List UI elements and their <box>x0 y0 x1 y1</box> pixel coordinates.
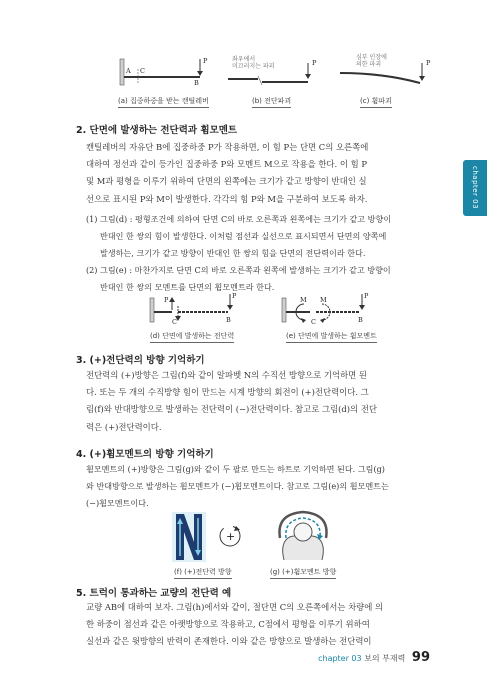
section-2-heading: 2. 단면에 발생하는 전단력과 휨모멘트 <box>76 125 238 136</box>
figure-f-caption: (f) (+)전단력 방향 <box>174 567 232 579</box>
section-3-line: 림(f)와 반대방향으로 발생하는 전단력이 (−)전단력이다. 참고로 그림(d)의 전단 <box>86 404 377 415</box>
section-4-line: (−)휨모멘트이다. <box>86 498 149 509</box>
figure-g-drawing <box>272 508 334 564</box>
section-3-line: 전단력의 (+)방향은 그림(f)와 같이 알파벳 N의 수직선 방향으로 기억하면 된 <box>86 370 367 380</box>
figure-c-note-2: 의한 파괴 <box>356 61 382 68</box>
figure-c-label-p: P <box>426 59 431 67</box>
section-2-line: 캔틸레버의 자유단 B에 집중하중 P가 작용하면, 이 힘 P는 단면 C의 오른쪽에 <box>86 142 369 152</box>
figure-e-bending-moment <box>282 292 377 326</box>
item-1-line: (1) 그림(d) : 평형조건에 의하여 단면 C의 바로 오른쪽과 왼쪽에는 크기가 같고 방향이 <box>86 214 392 224</box>
figure-d-shear-force <box>150 292 245 326</box>
figure-e-label-b: B <box>358 316 363 324</box>
section-4-line: 휨모멘트의 (+)방향은 그림(g)와 같이 두 팔로 만드는 하트로 기억하면 된다. 그림(g) <box>86 464 385 474</box>
section-2-item-2 <box>86 262 438 296</box>
section-4-line: 와 반대방향으로 발생하는 휨모멘트가 (−)휨모멘트이다. 참고로 그림(e)의 휨모멘트는 <box>86 481 389 492</box>
item-2-line: (2) 그림(e) : 마찬가지로 단면 C의 바로 오른쪽과 왼쪽에 발생하는 크기가 같고 방향이 <box>86 265 391 275</box>
item-1-line: 반대인 한 쌍의 힘이 발생한다. 이처럼 점선과 실선으로 표시되면서 단면의 양쪽에 <box>100 231 387 242</box>
item-1-line: 발생하는, 크기가 같고 방향이 반대인 한 쌍의 힘을 단면의 전단력이라 한다. <box>100 248 366 259</box>
figure-f-drawing <box>172 512 252 562</box>
figure-d-label-c: C <box>172 318 177 326</box>
figure-c-caption: (c) 휨파괴 <box>360 96 392 108</box>
figure-e-caption: (e) 단면에 발생하는 휨모멘트 <box>286 331 377 343</box>
figure-e-label-c: C <box>311 318 316 326</box>
figure-a-drawing <box>118 55 218 90</box>
page-number: 99 <box>411 650 430 665</box>
figure-d-label-b: B <box>226 316 231 324</box>
section-5-line: 실선과 같은 윗방향의 반력이 존재한다. 이와 같은 방향으로 발생하는 전단력이 <box>86 636 372 647</box>
section-2-item-1 <box>86 211 438 263</box>
figure-a-caption: (a) 집중하중을 받는 캔틸레버 <box>118 96 209 108</box>
figure-f-positive-shear <box>172 512 252 562</box>
figure-e-label-p: P <box>364 292 369 300</box>
label-c: C <box>140 67 145 75</box>
section-5-heading: 5. 트럭이 통과하는 교량의 전단력 예 <box>76 588 232 599</box>
figure-b-note-2: 미끄러지는 파괴 <box>232 63 275 70</box>
figure-b-note-1: 좌우에서 <box>232 56 256 63</box>
figure-e-label-m2: M <box>320 296 327 304</box>
figure-c-drawing <box>338 55 433 90</box>
label-p: P <box>203 57 208 65</box>
item-2-line: 반대인 한 쌍의 모멘트를 단면의 휨모멘트라 한다. <box>100 282 275 293</box>
section-4-heading: 4. (+)휨모멘트의 방향 기억하기 <box>76 449 214 460</box>
section-2-body <box>86 139 438 208</box>
section-3-line: 다. 또는 두 개의 수직방향 힘이 만드는 시계 방향의 회전이 (+)전단력이다. 그 <box>86 387 369 398</box>
figure-b-label-p: P <box>312 59 317 67</box>
figure-d-label-p: P <box>164 296 169 304</box>
figure-d-label-p2: P <box>232 292 237 300</box>
plus-sign: + <box>226 530 236 543</box>
page-footer <box>318 650 430 665</box>
section-4-body <box>86 461 438 513</box>
figure-d-drawing <box>150 292 245 326</box>
section-3-heading: 3. (+)전단력의 방향 기억하기 <box>76 355 205 366</box>
figure-b-caption: (b) 전단파괴 <box>252 96 291 108</box>
section-5-line: 교량 AB에 대하여 보자. 그림(h)에서와 같이, 절단면 C의 오른쪽에서는 차량에 의 <box>86 602 384 612</box>
section-2-line: 대하여 정선과 같이 등가인 집중하중 P와 모멘트 M으로 작용을 한다. 이 힘 P <box>86 159 367 170</box>
section-3-line: 력은 (+)전단력이다. <box>86 421 162 432</box>
figure-e-label-m1: M <box>300 296 307 304</box>
figure-g-caption: (g) (+)휨모멘트 방향 <box>270 567 336 579</box>
section-3-body <box>86 367 438 436</box>
figure-e-drawing <box>282 292 377 326</box>
figure-a-cantilever <box>118 55 218 90</box>
section-2-line: 선으로 표시된 P와 M이 발생한다. 각각의 힘 P와 M을 구분하여 보도록 하자. <box>86 193 368 204</box>
figure-b-shear-failure <box>228 55 323 90</box>
section-5-line: 한 하중이 점선과 같은 아랫방향으로 작용하고, C점에서 평형을 이루기 위하여 <box>86 619 370 630</box>
figure-c-note-1: 심부 인장에 <box>356 54 387 61</box>
figure-c-bending-failure <box>338 55 433 90</box>
footer-chapter: chapter 03 <box>318 654 362 663</box>
section-2-line: 및 M과 평형을 이루기 위하여 단면의 왼쪽에는 크기가 같고 방향이 반대인 실 <box>86 176 367 187</box>
footer-title: 보의 부재력 <box>364 654 406 663</box>
figure-d-caption: (d) 단면에 발생하는 전단력 <box>150 331 234 343</box>
section-5-body <box>86 599 438 651</box>
chapter-side-tab[interactable]: chapter 03 <box>463 160 487 216</box>
figure-g-positive-moment <box>272 508 334 564</box>
label-a: A <box>126 67 131 75</box>
figure-b-drawing <box>228 55 323 90</box>
label-b: B <box>194 79 199 87</box>
